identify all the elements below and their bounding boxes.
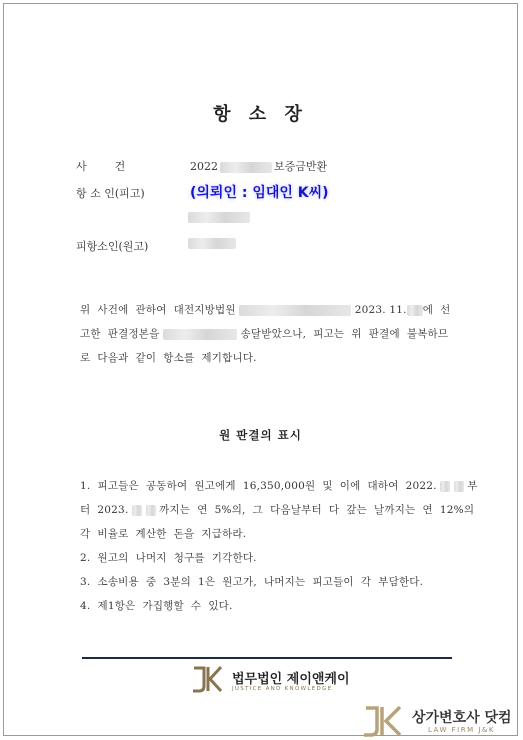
intro-paragraph: [80, 298, 456, 370]
appellee-name: [188, 236, 236, 249]
section-title: 원 판결의 표시: [219, 428, 302, 442]
case-value: [190, 158, 327, 174]
redacted-appellant-name: [188, 212, 250, 223]
firm-name: 법무법인 제이앤케이: [232, 672, 350, 687]
intro-line-2: 고한 판결정본을 송달받았으나, 피고는 위 판결에 불복하므: [80, 328, 449, 340]
judgment-item-1-line-1: 1. 피고들은 공동하여 원고에게 16,350,000원 및 이에 대하여 2022. 부: [80, 480, 478, 492]
document-page: [3, 3, 518, 736]
appellee-label: 피항소인(원고): [76, 240, 149, 253]
brand-logo: [360, 704, 522, 740]
jk-logo-icon: [190, 664, 224, 694]
intro-line-1: 위 사건에 관하여 대전지방법원 2023. 11. 에 선: [80, 304, 451, 316]
redacted-date: [146, 505, 156, 516]
footer-divider: [82, 657, 452, 659]
intro-line-3: 로 다음과 같이 항소를 제기합니다.: [80, 352, 257, 364]
appellant-name: [188, 210, 250, 223]
appellant-label: 항 소 인(피고): [76, 187, 145, 200]
redacted-court-case: [239, 305, 351, 316]
case-number-prefix: 2022: [190, 160, 218, 173]
judgment-item-2: 2. 원고의 나머지 청구를 기각한다.: [80, 552, 257, 564]
document-title: 항 소 장: [213, 104, 308, 125]
judgment-item-1-line-2: 터 2023. 까지는 연 5%의, 그 다음날부터 다 갚는 날까지는 연 12%의: [80, 504, 475, 516]
appellant-client-note: (의뢰인 : 임대인 K씨): [190, 185, 329, 201]
redacted-date: [440, 481, 450, 492]
judgment-item-4: 4. 제1항은 가집행할 수 있다.: [80, 600, 233, 612]
case-name: 보증금반환: [274, 160, 328, 173]
judgment-item-3: 3. 소송비용 중 3분의 1은 원고가, 나머지는 피고들이 각 부담한다.: [80, 576, 424, 588]
redacted-appellee-name: [188, 238, 236, 249]
firm-tagline: JUSTICE AND KNOWLEDGE: [232, 686, 333, 692]
redacted-date: [454, 481, 464, 492]
case-label: [76, 158, 125, 174]
redacted-date: [132, 505, 142, 516]
judgment-list: [80, 474, 478, 618]
redacted-service-date: [163, 329, 237, 340]
case-label-text: 사 건: [76, 160, 126, 173]
redacted-date: [407, 305, 423, 316]
brand-name: 상가변호사 닷컴: [412, 710, 512, 726]
redacted-case-number: [220, 162, 272, 173]
judgment-item-1-line-3: 각 비율로 계산한 돈을 지급하라.: [80, 528, 247, 540]
jk-brand-icon: [360, 704, 404, 738]
brand-tagline: LAW FIRM J&K: [428, 726, 495, 734]
